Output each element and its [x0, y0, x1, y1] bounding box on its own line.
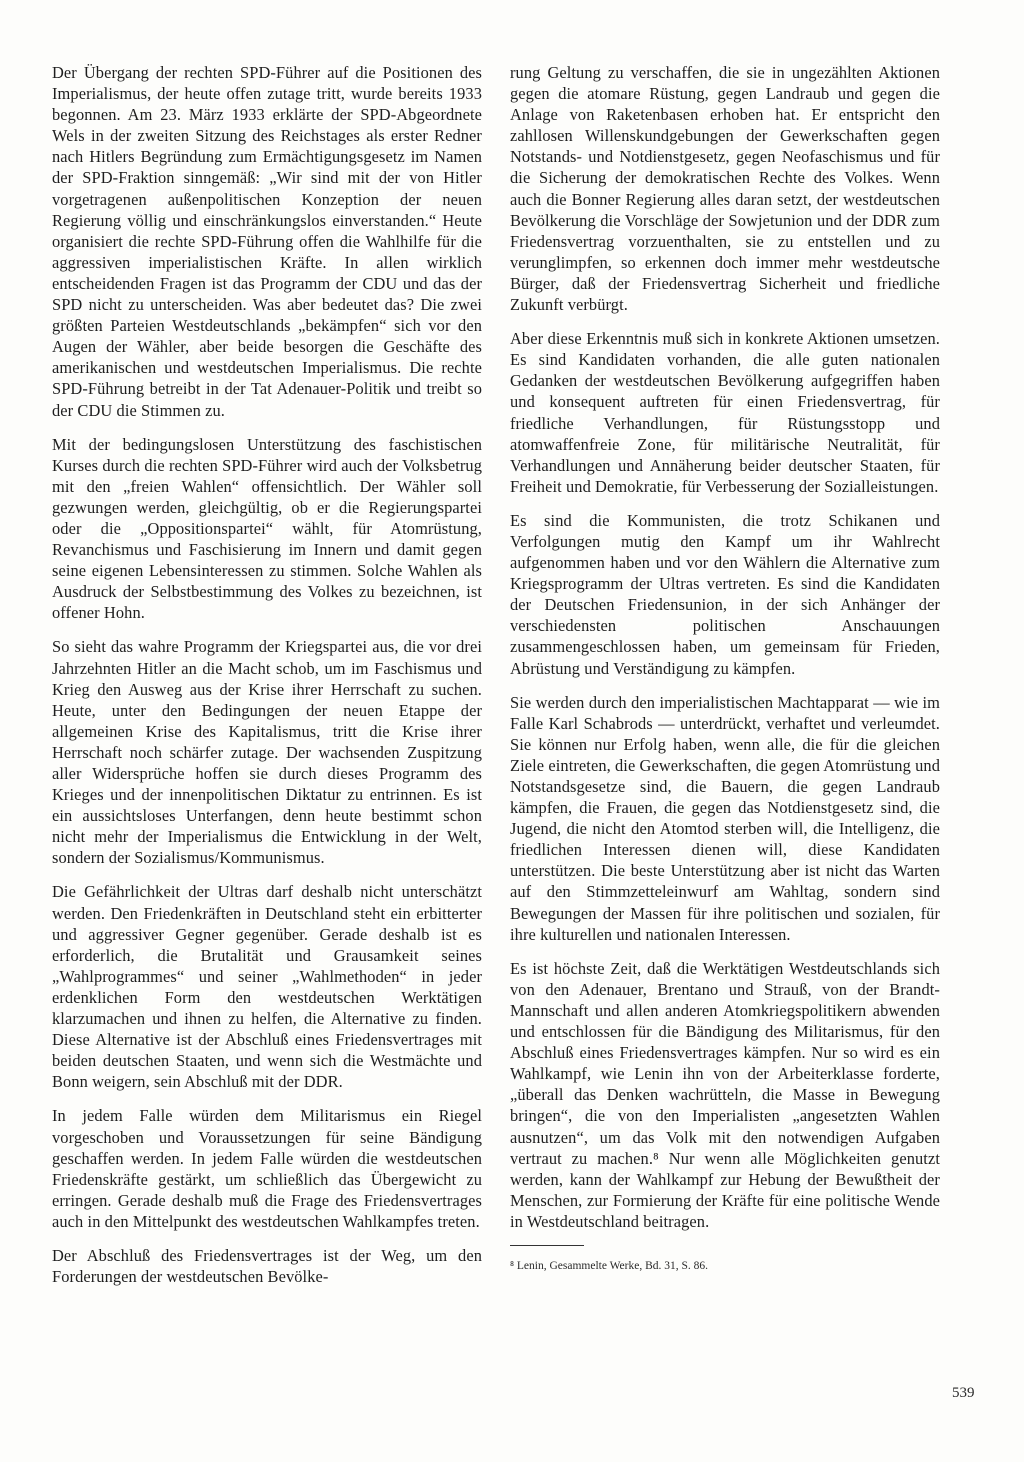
paragraph: In jedem Falle würden dem Militarismus ein Riegel vorgeschoben und Voraussetzungen für seine Bändigung geschaffen werden. In jedem Falle würden die westdeutschen Friedenskräfte gestärkt, um schließlich das Übergewicht zu erringen. Gerade deshalb muß die Frage des Friedensvertrages auch in den Mittelpunkt des westdeutschen Wahlkampfes treten. — [52, 1106, 482, 1231]
paragraph: rung Geltung zu verschaffen, die sie in ungezählten Aktionen gegen die atomare Rüstung, gegen Landraub und gegen die Anlage von Raketenbasen erhoben hat. Er entspricht den zahllosen Willenskundgebungen der Gewerkschaften gegen Notstands- und Notdienstgesetz, gegen Neofaschismus und für die Sicherung der demokratischen Rechte des Volkes. Wenn auch die Bonner Regierung alles daran setzt, der westdeutschen Bevölkerung die Vorschläge der Sowjetunion und der DDR zum Friedensvertrag vorzuenthalten, sie zu entstellen und zu verunglimpfen, so erkennen doch immer mehr westdeutsche Bürger, daß der Friedensvertrag Sicherheit und friedliche Zukunft verbürgt. — [510, 63, 940, 315]
paragraph: Der Übergang der rechten SPD-Führer auf die Positionen des Imperialismus, der heute offen zutage tritt, wurde bereits 1933 begonnen. Am 23. März 1933 erklärte der SPD-Abgeordnete Wels in der zweiten Sitzung des Reichstages als erster Redner nach Hitlers Begründung zum Ermächtigungsgesetz im Namen der SPD-Fraktion sinngemäß: „Wir sind mit der von Hitler vorgetragenen außenpolitischen Konzeption der neuen Regierung völlig und einschränkungslos einverstanden.“ Heute organisiert die rechte SPD-Führung offen die Wahlhilfe für die aggressiven imperialistischen Kräfte. In allen wirklich entscheidenden Fragen ist das Programm der CDU und das der SPD nicht zu unterscheiden. Was aber bedeutet das? Die zwei größten Parteien Westdeutschlands „bekämpfen“ sich vor den Augen der Wähler, aber beide besorgen die Geschäfte des amerikanischen und westdeutschen Imperialismus. Die rechte SPD-Führung betreibt in der Tat Adenauer-Politik und treibt so der CDU die Stimmen zu. — [52, 63, 482, 420]
paragraph: Es ist höchste Zeit, daß die Werktätigen Westdeutschlands sich von den Adenauer, Brentano und Strauß, von der Brandt-Mannschaft und allen anderen Atomkriegspolitikern abwenden und entschlossen für die Bändigung des Militarismus, für den Abschluß eines Friedensvertrages kämpfen. Nur so wird es ein Wahlkampf, wie Lenin ihn von der Arbeiterklasse forderte, „überall das Denken wachrütteln, die Masse in Bewegung bringen“, die von den Imperialisten „angesetzten Wahlen ausnutzen“, um das Volk mit den notwendigen Aufgaben vertraut zu machen.⁸ Nur wenn alle Möglichkeiten genutzt werden, kann der Wahlkampf zur Hebung der Bewußtheit der Menschen, zur Formierung der Kräfte für eine politische Wende in Westdeutschland beitragen. — [510, 958, 940, 1231]
footnote: ⁸ Lenin, Gesammelte Werke, Bd. 31, S. 86. — [510, 1259, 709, 1272]
page-number: 539 — [952, 1385, 975, 1401]
paragraph: Es sind die Kommunisten, die trotz Schikanen und Verfolgungen mutig den Kampf um ihr Wahlrecht aufgenommen haben und vor den Wählern die Alternative zum Kriegsprogramm der Ultras vertreten. Es sind die Kandidaten der Deutschen Friedensunion, in der sich Anhänger der verschiedensten politischen Anschauungen zusammengeschlossen haben, um gemeinsam für Frieden, Abrüstung und Verständigung zu kämpfen. — [510, 510, 940, 678]
paragraph: Der Abschluß des Friedensvertrages ist der Weg, um den Forderungen der westdeutschen Bevölke- — [52, 1245, 482, 1287]
right-column — [510, 62, 940, 1274]
paragraph: Aber diese Erkenntnis muß sich in konkrete Aktionen umsetzen. Es sind Kandidaten vorhanden, die alle guten nationalen Gedanken der westdeutschen Bevölkerung aufgegriffen haben und konsequent auftreten für einen Friedensvertrag, für friedliche Verhandlungen, für Rüstungsstopp und atomwaffenfreie Zone, für militärische Neutralität, für Verhandlungen und Annäherung beider deutscher Staaten, für Freiheit und Demokratie, für Verbesserung der Sozialleistungen. — [510, 329, 940, 496]
footnote-divider — [510, 1245, 584, 1246]
left-column — [52, 62, 482, 1300]
paragraph: Die Gefährlichkeit der Ultras darf deshalb nicht unterschätzt werden. Den Friedenkräften in Deutschland steht ein erbitterter und aggressiver Gegner gegenüber. Gerade deshalb ist es erforderlich, die Brutalität und Grausamkeit seines „Wahlprogrammes“ und seiner „Wahlmethoden“ in jeder erdenklichen Form den westdeutschen Werktätigen klarzumachen und ihnen zu helfen, die Alternative zu finden. Diese Alternative ist der Abschluß eines Friedensvertrages mit beiden deutschen Staaten, und wenn sich die Westmächte und Bonn weigern, sein Abschluß mit der DDR. — [52, 882, 482, 1092]
paragraph: Mit der bedingungslosen Unterstützung des faschistischen Kurses durch die rechten SPD-Führer wird auch der Volksbetrug mit den „freien Wahlen“ offensichtlich. Der Wähler soll gezwungen werden, gleichgültig, ob er die Regierungspartei oder die „Oppositionspartei“ wählt, für Atomrüstung, Revanchismus und Faschisierung im Innern und damit gegen seine eigenen Lebensinteressen zu stimmen. Solche Wahlen als Ausdruck der Selbstbestimmung des Volkes zu bezeichnen, ist offener Hohn. — [52, 434, 482, 623]
paragraph: Sie werden durch den imperialistischen Machtapparat — wie im Falle Karl Schabrods — unterdrückt, verhaftet und verleumdet. Sie können nur Erfolg haben, wenn alle, die für die gleichen Ziele eintreten, die Gewerkschaften, die gegen Atomrüstung und Notstandsgesetze sind, die Bauern, die gegen Landraub kämpfen, die Frauen, die gegen das Notdienstgesetz sind, die Jugend, die nicht den Atomtod sterben will, die Intelligenz, die friedlichen Interessen dienen will, diese Kandidaten unterstützen. Die beste Unterstützung aber ist nicht das Warten auf den Stimmzetteleinwurf am Wahltag, sondern sind Bewegungen der Massen für ihre politischen und sozialen, für ihre kulturellen und nationalen Interessen. — [510, 692, 940, 944]
paragraph: So sieht das wahre Programm der Kriegspartei aus, die vor drei Jahrzehnten Hitler an die Macht schob, um im Faschismus und Krieg den Ausweg aus der Krise ihrer Herrschaft zu suchen. Heute, unter den Bedingungen der neuen Etappe der allgemeinen Krise des Kapitalismus, tritt die Krise ihrer Herrschaft noch schärfer zutage. Der wachsenden Zuspitzung aller Widersprüche hoffen sie durch dieses Programm des Krieges und der innenpolitischen Diktatur zu entrinnen. Es ist ein aussichtsloses Unterfangen, denn heute bestimmt schon nicht mehr der Imperialismus die Entwicklung in der Welt, sondern der Sozialismus/Kommunismus. — [52, 637, 482, 868]
